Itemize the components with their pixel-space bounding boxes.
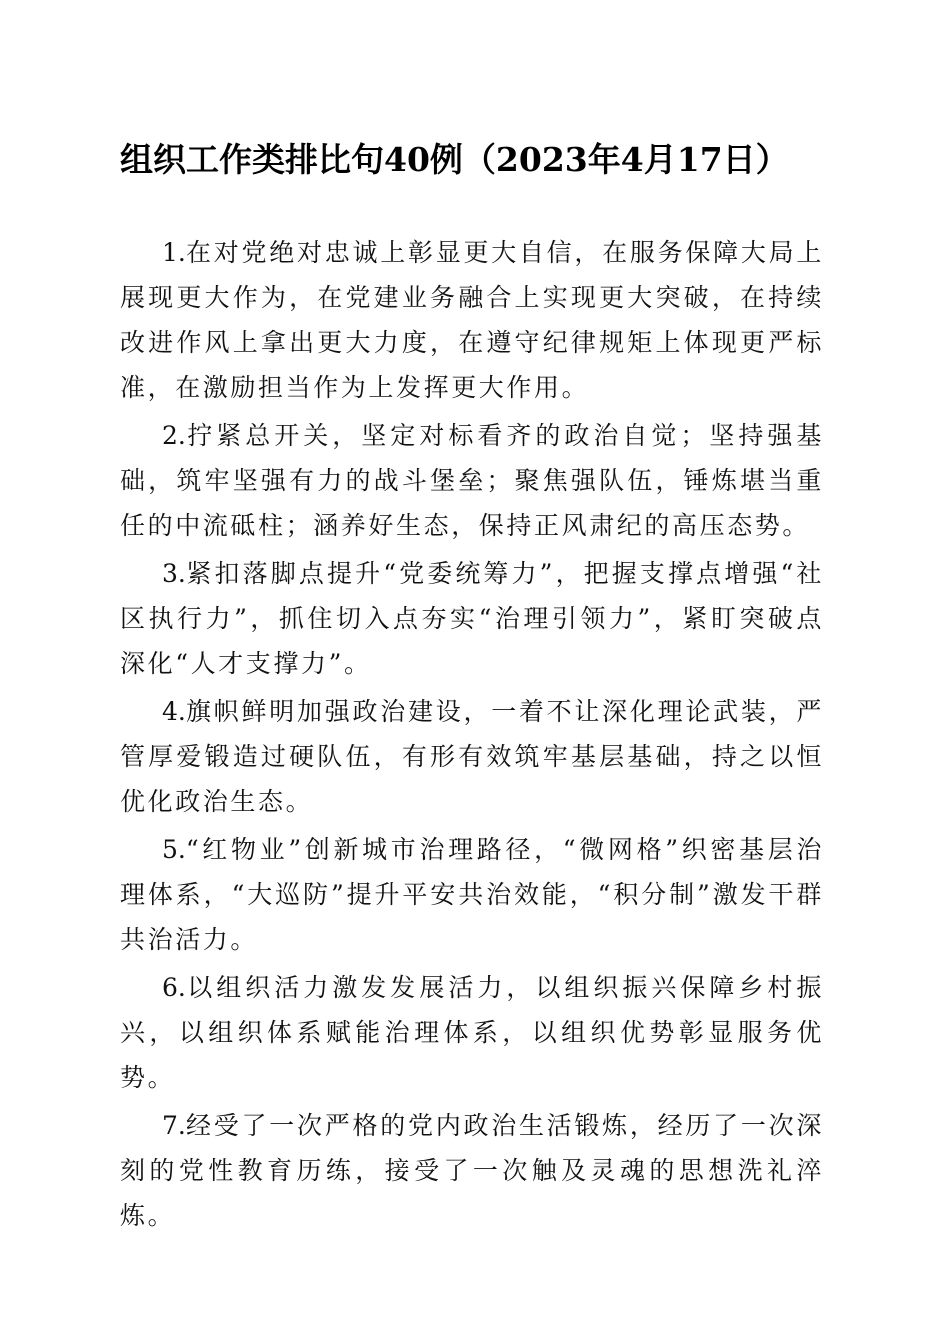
paragraph-number: 2. <box>162 421 186 450</box>
paragraph-1 <box>120 230 824 410</box>
paragraph-number: 4. <box>162 697 186 726</box>
paragraph-4 <box>120 689 824 824</box>
paragraph-6 <box>120 965 824 1100</box>
paragraph-text: 以组织活力激发发展活力，以组织振兴保障乡村振兴，以组织体系赋能治理体系，以组织优势彰显服务优势。 <box>120 973 824 1092</box>
paragraph-number: 3. <box>162 559 186 588</box>
paragraph-5 <box>120 827 824 962</box>
paragraph-number: 5. <box>162 835 186 864</box>
paragraph-text: 拧紧总开关，坚定对标看齐的政治自觉；坚持强基础，筑牢坚强有力的战斗堡垒；聚焦强队伍，锤炼堪当重任的中流砥柱；涵养好生态，保持正风肃纪的高压态势。 <box>120 421 824 540</box>
paragraph-text: “红物业”创新城市治理路径，“微网格”织密基层治理体系，“大巡防”提升平安共治效能，“积分制”激发干群共治活力。 <box>120 835 824 954</box>
document-title: 组织工作类排比句40例（2023年4月17日） <box>120 140 789 179</box>
paragraph-3 <box>120 551 824 686</box>
paragraph-text: 经受了一次严格的党内政治生活锻炼，经历了一次深刻的党性教育历练，接受了一次触及灵魂的思想洗礼淬炼。 <box>120 1111 824 1230</box>
paragraph-number: 6. <box>162 973 186 1002</box>
paragraph-number: 1. <box>162 238 186 267</box>
paragraph-number: 7. <box>162 1111 186 1140</box>
paragraph-7 <box>120 1103 824 1238</box>
paragraph-text: 在对党绝对忠诚上彰显更大自信，在服务保障大局上展现更大作为，在党建业务融合上实现更大突破，在持续改进作风上拿出更大力度，在遵守纪律规矩上体现更严标准，在激励担当作为上发挥更大作用。 <box>120 238 824 402</box>
document-body <box>120 230 824 1241</box>
paragraph-text: 旗帜鲜明加强政治建设，一着不让深化理论武装，严管厚爱锻造过硬队伍，有形有效筑牢基层基础，持之以恒优化政治生态。 <box>120 697 824 816</box>
paragraph-text: 紧扣落脚点提升“党委统筹力”，把握支撑点增强“社区执行力”，抓住切入点夯实“治理引领力”，紧盯突破点深化“人才支撑力”。 <box>120 559 824 678</box>
paragraph-2 <box>120 413 824 548</box>
